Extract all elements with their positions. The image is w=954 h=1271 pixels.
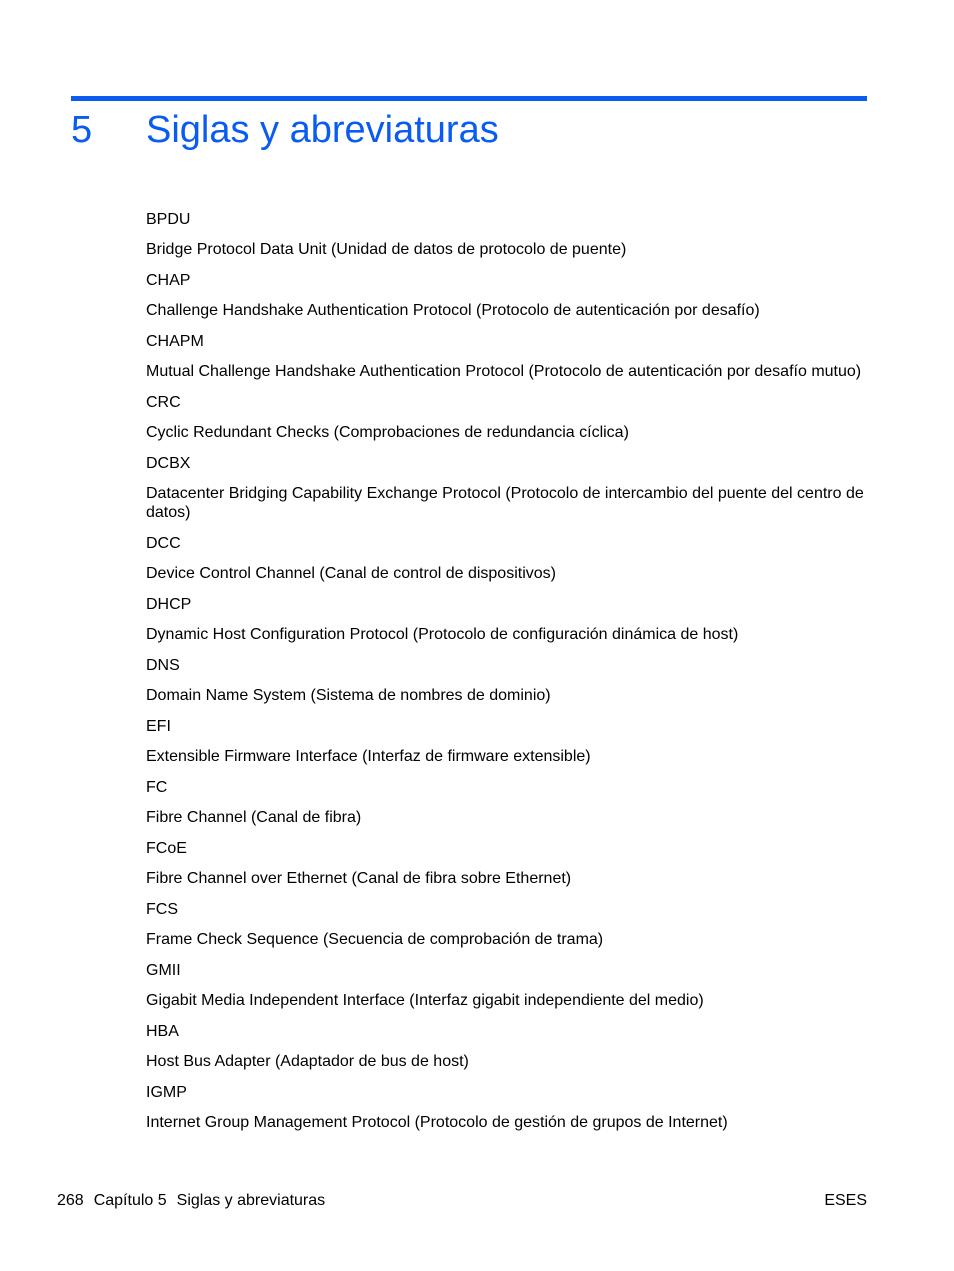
page-footer-left <box>57 1191 325 1211</box>
glossary-definition: Fibre Channel over Ethernet (Canal de fibra sobre Ethernet) <box>146 870 572 887</box>
chapter-title: Siglas y abreviaturas <box>146 109 499 151</box>
glossary-term: DNS <box>146 657 180 674</box>
glossary-definition: Internet Group Management Protocol (Protocolo de gestión de grupos de Internet) <box>146 1114 728 1131</box>
glossary-term: FCoE <box>146 840 187 857</box>
chapter-top-rule <box>71 96 867 101</box>
glossary-definition: Bridge Protocol Data Unit (Unidad de datos de protocolo de puente) <box>146 241 627 258</box>
footer-locale: ESES <box>824 1192 867 1209</box>
glossary-term: DCBX <box>146 455 191 472</box>
glossary-term: DHCP <box>146 596 192 613</box>
glossary-definition: Extensible Firmware Interface (Interfaz de firmware extensible) <box>146 748 591 765</box>
glossary-definition: Domain Name System (Sistema de nombres de dominio) <box>146 687 551 704</box>
glossary-term: HBA <box>146 1023 179 1040</box>
glossary-term: FC <box>146 779 168 796</box>
glossary-term: BPDU <box>146 211 191 228</box>
chapter-heading <box>71 104 867 160</box>
chapter-number: 5 <box>71 109 93 151</box>
page-number: 268 <box>57 1192 84 1209</box>
glossary-definition: Device Control Channel (Canal de control de dispositivos) <box>146 565 556 582</box>
glossary-term: DCC <box>146 535 181 552</box>
footer-chapter-label: Capítulo 5 <box>93 1192 167 1209</box>
glossary-term: GMII <box>146 962 181 979</box>
glossary-definition: Mutual Challenge Handshake Authentication Protocol (Protocolo de autenticación por desafío mutuo) <box>146 363 862 380</box>
glossary-term: CHAP <box>146 272 191 289</box>
glossary-list <box>146 210 867 1144</box>
glossary-definition: Cyclic Redundant Checks (Comprobaciones de redundancia cíclica) <box>146 424 629 441</box>
footer-chapter-title: Siglas y abreviaturas <box>176 1192 326 1209</box>
glossary-term: IGMP <box>146 1084 187 1101</box>
glossary-term: FCS <box>146 901 178 918</box>
glossary-term: CRC <box>146 394 181 411</box>
glossary-definition: Fibre Channel (Canal de fibra) <box>146 809 362 826</box>
glossary-definition: Datacenter Bridging Capability Exchange Protocol (Protocolo de intercambio del puente del centro de datos) <box>146 485 864 521</box>
glossary-definition: Frame Check Sequence (Secuencia de comprobación de trama) <box>146 931 604 948</box>
glossary-definition: Challenge Handshake Authentication Protocol (Protocolo de autenticación por desafío) <box>146 302 760 319</box>
glossary-definition: Gigabit Media Independent Interface (Interfaz gigabit independiente del medio) <box>146 992 704 1009</box>
glossary-term: EFI <box>146 718 171 735</box>
glossary-term: CHAPM <box>146 333 204 350</box>
glossary-definition: Host Bus Adapter (Adaptador de bus de host) <box>146 1053 469 1070</box>
glossary-definition: Dynamic Host Configuration Protocol (Protocolo de configuración dinámica de host) <box>146 626 739 643</box>
